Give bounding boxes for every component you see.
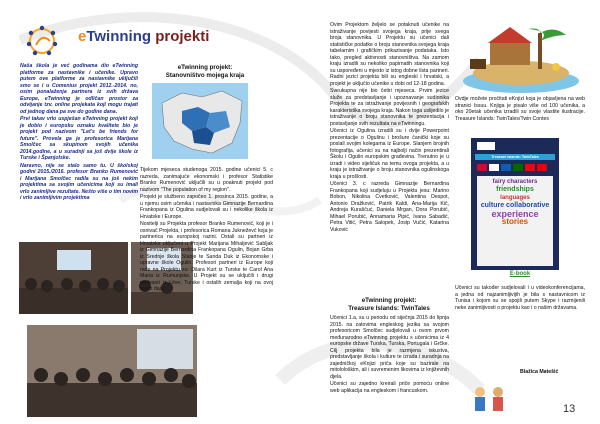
- body-paragraph: Učenici su također sudjelovali i u videokonferencijama, a jedna od najzanimljivijih je bila s nastavnicom iz Tunisa i kojom su se spojili putem Skype i razmijenili neke zanimljivosti o projektu kao i o našim državama.: [455, 285, 585, 311]
- page-number: 13: [563, 403, 576, 415]
- section-heading-population: eTwinning projekt: Stanovništvo mojega kraja: [165, 64, 245, 79]
- intro-paragraph: Prvi takav vrlo uspješan eTwinning projekt koji je dobio i europsku oznaku kvalitete bio je projekt pod nazivom "Let's be friends for future". Provela ga je profesorica Marijana Smolčec sa skupinom svojih učenika 2014.godine, a u suradnji sa još dvije škole iz Turske i Španjolske.: [20, 116, 138, 161]
- children-illustration: [470, 384, 510, 418]
- project-details-column: [330, 22, 449, 234]
- classroom-photo: [19, 242, 128, 314]
- body-paragraph: Učenici 3. c razreda Gimnazije Bernardina Frankopana koji sudjeluju u Projektu jesu: Marino Bobon, Nikolina Cvetković, Valentina Despot, Antonio Dražković, Patrik Kaldi, Ana-Marija Kič, Andreja Kuraščuć, Daniela Mrgan, Dora Porubić, Mihael Porubić, Annamaria Pipić, Ivana Sabadić, Petra Vitić, Petra Salopek, Josip Vučić, Katarina Vuković: [330, 181, 449, 233]
- group-photo: [27, 325, 197, 417]
- intro-column: [20, 63, 138, 203]
- section-heading-treasure-islands: eTwinning projekt: Treasure Islands: TwinTales: [348, 297, 430, 312]
- body-paragraph: Nositelji su Projekta profesor Branko Rumenović, koji je i osnivač Projekta, i profesorica Romana Jukneževć koja je partnerica na europskoj razini. Ostali su partneri iz Hrvatske uključeni u Projekt Marijana Mihaljević Sabljak iz Gimnazije Bernardina Frankopana Ogulin, Bojan Grba iz Srednje škola Stanje te Sanda Duk iz Ekonomske i upravne škole Ogulin. Profesori partneri iz Europe koji rade na Projektu su: Dilara Kurt iz Turske te Carol Ana Maria iz Rumunjske. U Projekt su se uključili i drugi profesori iz Litve, Turske i ostalih zemalja koji na ovoj način daju: [140, 221, 273, 292]
- body-paragraph: Projekt je službeno započeo 1. prosinca 2015. godine, a u njemu osim učenika i nastavnika Gimnazije Bernardina Frankopana iz Ogulina sudjelovali su i nekolike škola iz Hrvatske i Europe.: [140, 194, 273, 220]
- body-paragraph: Ovdje možete pročitati eKnjizi koja je objavljena na web stranici Issuu. Knjiga je pisalo više od 100 učenika, a oko 20etak učenika izradili su svoje vlastite ilustracije. Treasure Islands: TwinTales/Twin Contes: [455, 96, 585, 122]
- ebook-word-cloud: fairy characters friendships languages culture collaborative experience stories: [480, 179, 550, 226]
- ebook-cover[interactable]: [471, 138, 559, 270]
- body-paragraph: Tijekom mjeseca studenoga 2015. godine učenici 5. c razreda, zanimajuće ekonomski i profesor Statistike Branko Rumenović uključili su u poaknuti projekt pod nazivom "The population of my region".: [140, 167, 273, 193]
- logo-wordmark: eTwinning projekti: [78, 28, 210, 45]
- treasure-island-illustration: [460, 15, 582, 95]
- intro-paragraph: Naša škola je već godinama dio eTwinning platforme za nastavnike i učenike. Upravo putem ove platforme za nastavnike uključili smo se i u Comenius projekt 2012.-2014. no, osim ponalaženja partnera iz svih država Europe, eTwinning je odličan prostor za odvijanje tzv. online projekata koji mogu trajati od jednog dana pa sve do godine dana.: [20, 63, 138, 115]
- videoconference-column: [455, 285, 585, 312]
- body-paragraph: Učenici 1.a, su u periodu od siječnja 2015 do lipnja 2015. na zatovima engleskog jezika sa svojom profesoricom Smolčec sudjelovali u ovom prvom međunarodno eTwinning projektu s učenicima iz 4 europske države Turska, Turska, Portugala i Grčke. Cilj projekta bila je razmjena iskustva, predstavljanje škola i kulture te izrada i suradnja na zajedničkoj eKnjizi priča koje su bazirale na mitolološkim, ali i suvremenim likovima iz književnih djela.: [330, 315, 449, 380]
- body-paragraph: Ovim Projektom željelo se potaknuti učenike na istraživanje povijesti svojega kraja, prije svega broja stanovnika. U Projektu su učenici dali statističke podatke o broju stanovnika svojega kraja tabelarnim i grafičkim prikazivanje podataka. Isto tako, pregled aktivnosti stanovništva. Na zamom kraju izradili su nekoliko papirnatih stanovnika koji su uspoređeni u mjesto iz istog dobne lista partneri. Radni jezici projekta bili su engleski i hrvatski, a projekt je uključio učenike u dobi od 12-18 godina.: [330, 22, 449, 87]
- body-paragraph: Sveukupna nije bio četiri mjeseca. Prvim jezice služe za predstavljanje i upoznavanje sudionika Projekta te za istraživanje povijesnih i geografskih karakteristika svojega kraja. Nakon toga uslijedilo je istraživanje o broju stanovnika te prezentacija i postavljanje svih rezultata na eTwinningu.: [330, 88, 449, 127]
- body-paragraph: Učenici su zajedno kreirali priče pomoću online web aplikacija na engleskom i francuskom.: [330, 381, 449, 394]
- ebook-title-banner: Treasure Islands: TwinTales: [491, 155, 539, 159]
- etwinning-stars-icon: [20, 22, 76, 60]
- population-project-column: [140, 167, 273, 294]
- ebook-link[interactable]: E-book: [509, 271, 531, 277]
- treasure-islands-column: [330, 315, 449, 395]
- intro-paragraph: Naravno, nije se stalo samo tu. U školskoj godini 2015./2016. profesor Branko Rumenović i Marijana Smolčec radila su na još nekim projektima sa svojim učenicima koji su imali vrlo zanimljive rezultate. Nešto više o tim novim i vrlo zanimljivim projektima: [20, 162, 138, 201]
- author-signature: Blažica Matešić: [520, 369, 559, 375]
- europe-map-image: [152, 83, 248, 159]
- ebook-info-column: [455, 96, 585, 123]
- etwinning-logo: [20, 22, 210, 60]
- body-paragraph: Učenici iz Ogulina izradili su i dvije Powerpoint prezentacije o Ogulinu i brošure čanički koje su poslali svojim kolegama iz Europe. Slanjem brojnih fotografija, učenici su na najbolji način prezentirali Školu i Ogulin europskim građevina. Trenutno je u izradi i video sijeličuk na temu ovoga projekta, a u kraju je istraživanje o broju stanovnika ogulinskoga kraja u prošlosti.: [330, 128, 449, 180]
